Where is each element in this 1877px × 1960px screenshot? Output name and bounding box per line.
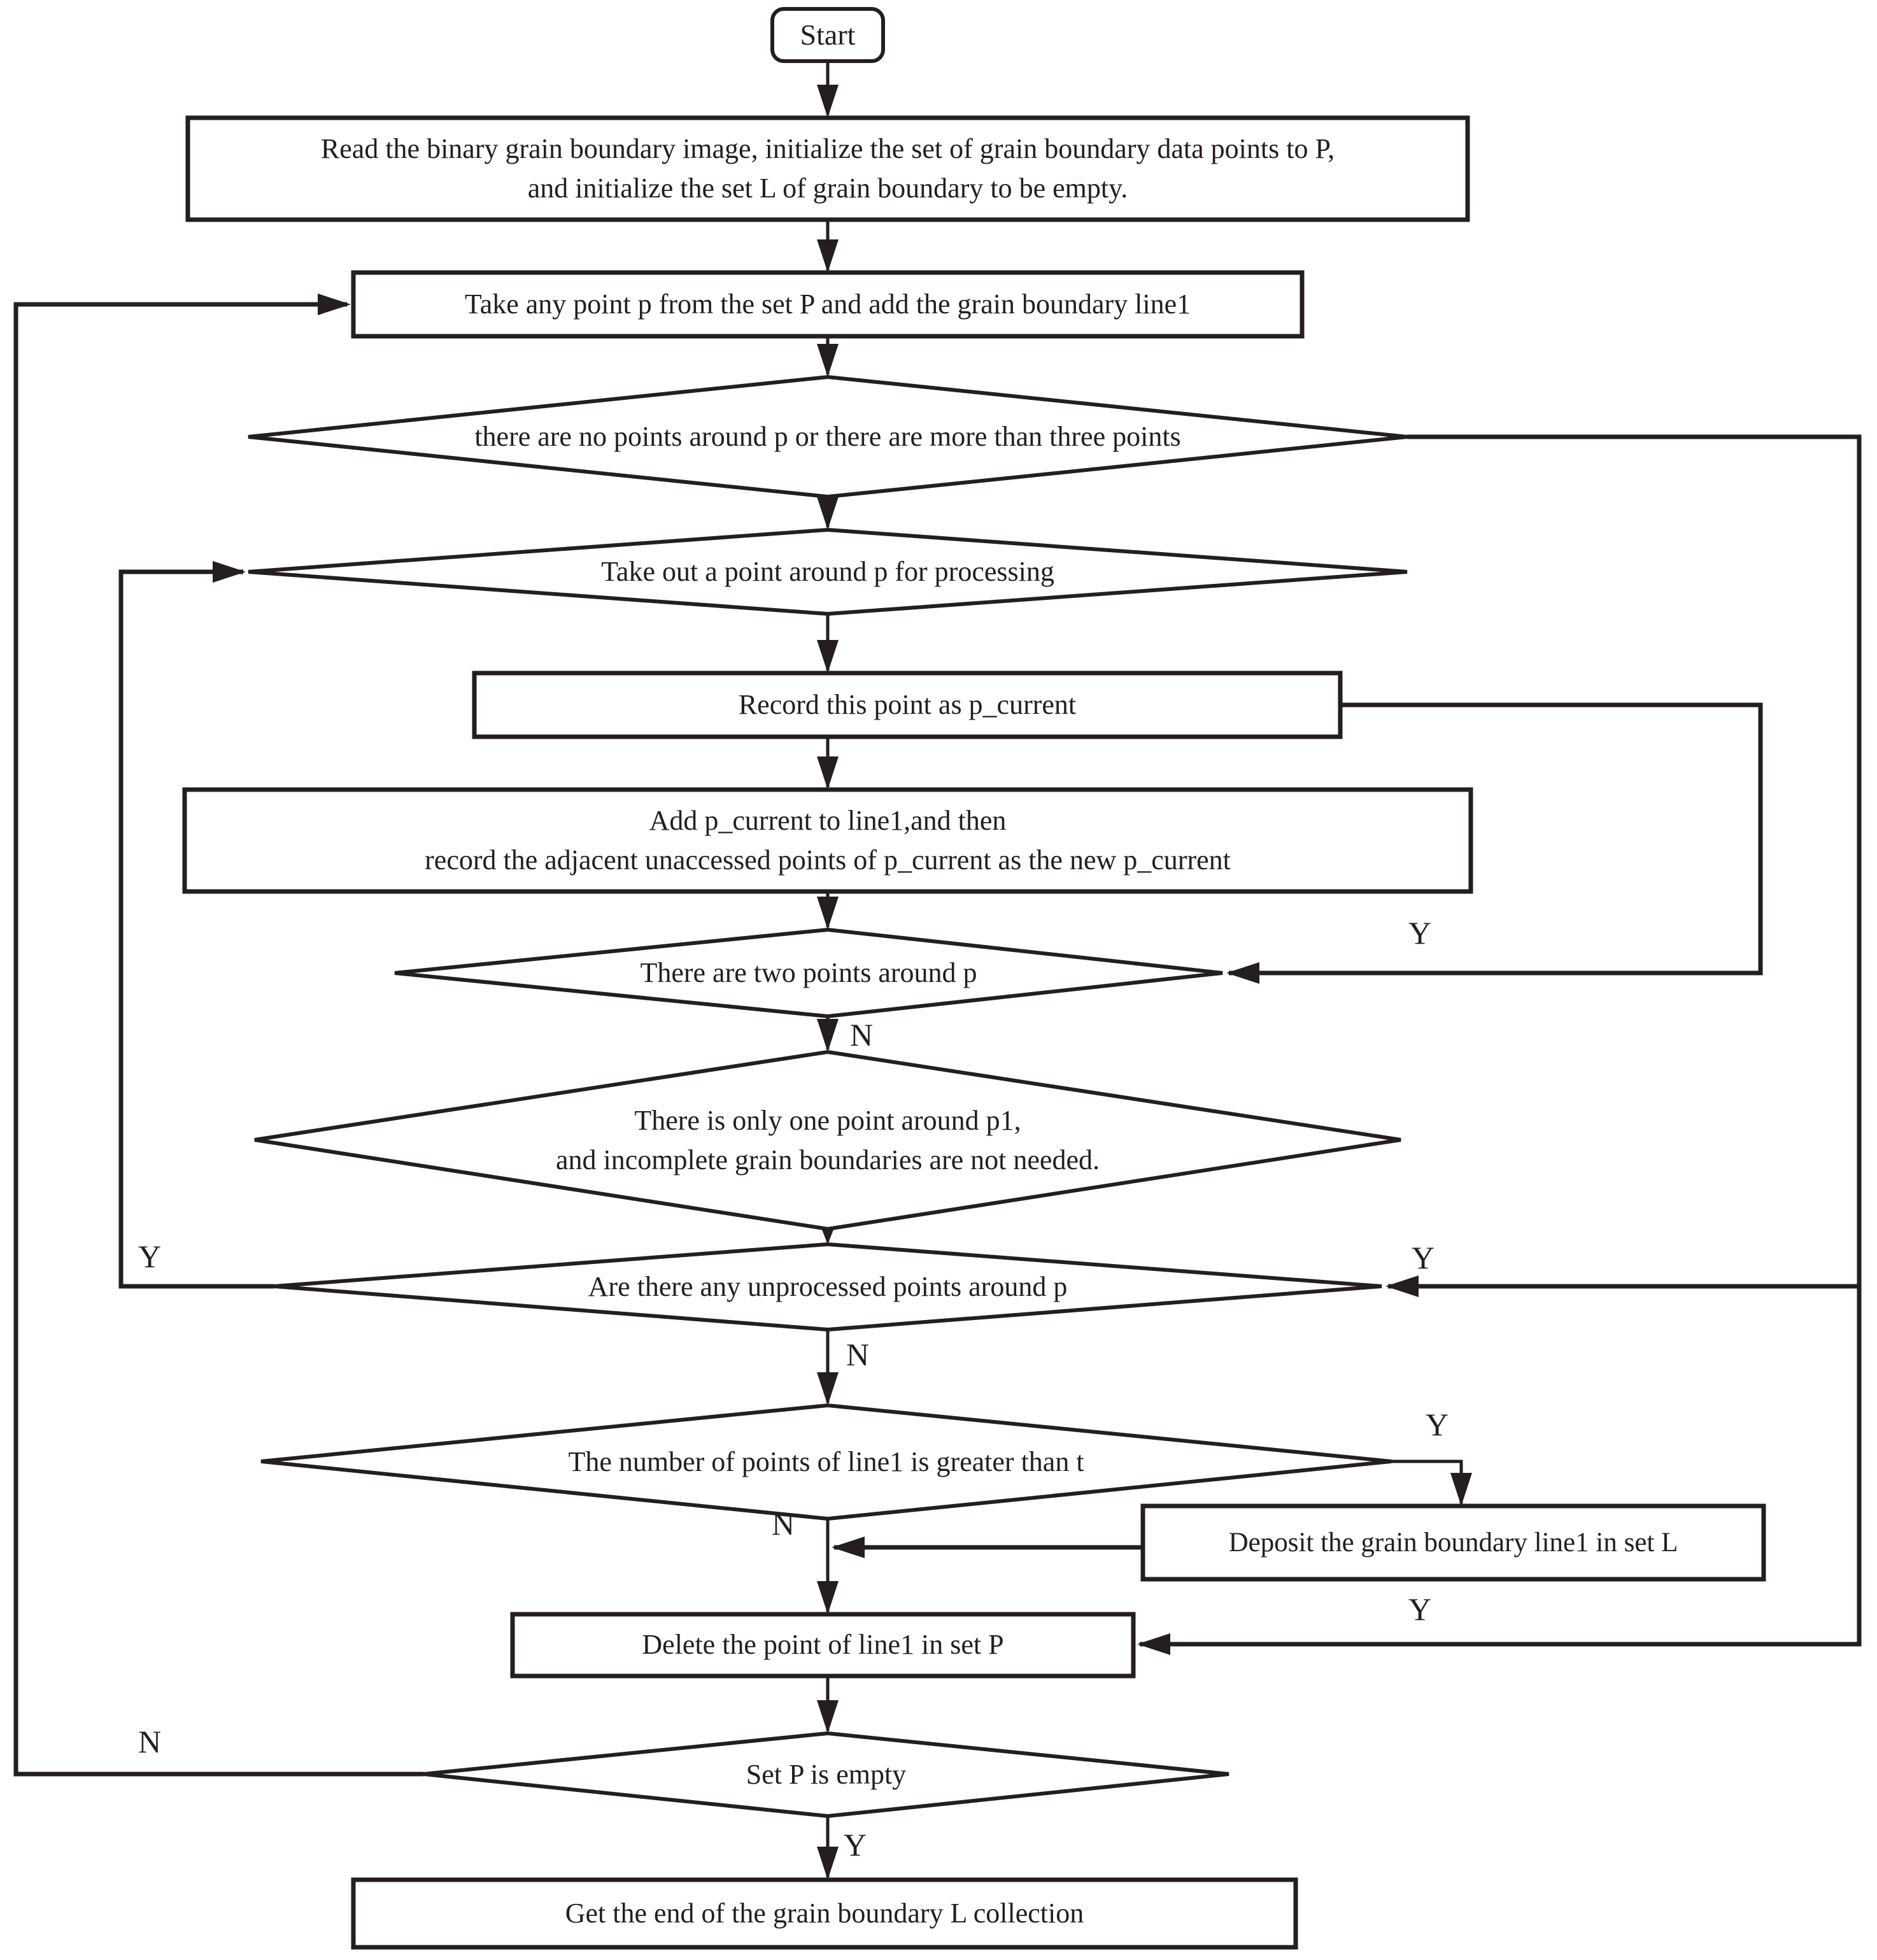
unprocessed-diamond-label	[274, 1244, 1382, 1330]
delete-box-label	[513, 1614, 1133, 1676]
deposit-box-label	[1143, 1506, 1764, 1579]
edge-label-unprocessed-left-y: Y	[138, 1239, 162, 1274]
edge-label-two-points-n: N	[849, 1017, 874, 1053]
arrowhead-down-icon	[817, 640, 839, 673]
one-point-line2: and incomplete grain boundaries are not needed.	[555, 1144, 1100, 1175]
two-points-diamond-label	[395, 930, 1222, 1016]
arrowhead-left-icon	[832, 1537, 865, 1558]
connector-unprocessed-loop-to-take-out	[121, 561, 274, 1286]
record-point-text: Record this point as p_current	[738, 688, 1077, 720]
one-point-line1: There is only one point around p1,	[634, 1104, 1021, 1136]
arrowhead-down-icon	[817, 85, 839, 118]
record-point-box-label	[474, 673, 1340, 737]
set-empty-diamond-label	[423, 1733, 1229, 1816]
read-init-box-label	[188, 118, 1468, 220]
arrowhead-left-icon	[1385, 1275, 1419, 1297]
count-greater-diamond-label	[261, 1405, 1391, 1519]
connector-set-empty-loop-to-take-any	[16, 294, 423, 1774]
edge-label-count-greater-y: Y	[1425, 1407, 1449, 1442]
connector-take-out-to-record	[817, 614, 839, 673]
end-box-label	[353, 1880, 1296, 1947]
set-empty-text: Set P is empty	[746, 1758, 907, 1790]
one-point-diamond-label	[255, 1052, 1401, 1229]
two-points-text: There are two points around p	[640, 956, 977, 988]
arrowhead-right-icon	[318, 294, 351, 315]
connector-deposit-to-axis	[832, 1537, 1143, 1558]
connector-no-points-to-take-out	[817, 497, 839, 530]
arrowhead-right-icon	[213, 561, 246, 583]
take-out-diamond-label	[248, 530, 1407, 614]
take-out-text: Take out a point around p for processing	[601, 555, 1054, 587]
connector-start-to-read	[817, 61, 839, 118]
connector-two-points-n-to-one-point	[817, 1016, 839, 1052]
connector-delete-to-set-empty	[817, 1676, 839, 1733]
end-text: Get the end of the grain boundary L collection	[565, 1897, 1084, 1929]
arrowhead-down-icon	[817, 1019, 839, 1052]
connector-record-to-add	[817, 737, 839, 790]
edge-label-count-greater-n: N	[771, 1506, 795, 1542]
no-points-diamond-label	[248, 377, 1407, 497]
arrowhead-down-icon	[817, 239, 839, 273]
take-any-point-box-label	[353, 273, 1302, 336]
connector-add-to-two-points	[817, 891, 839, 930]
edge-label-unprocessed-right-y: Y	[1411, 1240, 1435, 1275]
no-points-text: there are no points around p or there are more than three points	[474, 420, 1181, 452]
arrowhead-down-icon	[1450, 1473, 1472, 1506]
connector-read-to-take-any	[817, 220, 839, 273]
unprocessed-text: Are there any unprocessed points around p	[588, 1270, 1068, 1302]
arrowhead-down-icon	[817, 1372, 839, 1405]
deposit-text: Deposit the grain boundary line1 in set L	[1228, 1527, 1678, 1558]
start-node-label	[772, 9, 883, 61]
connector-take-any-to-no-points	[817, 336, 839, 377]
arrowhead-left-icon	[1137, 1633, 1170, 1655]
arrowhead-left-icon	[1226, 962, 1259, 984]
arrowhead-down-icon	[817, 497, 839, 530]
arrowhead-down-icon	[817, 897, 839, 930]
edge-label-unprocessed-n: N	[846, 1337, 870, 1372]
connector-count-y-to-deposit	[1391, 1461, 1472, 1506]
arrowhead-down-icon	[817, 756, 839, 790]
add-pcurrent-line2: record the adjacent unaccessed points of p_current as the new p_current	[425, 844, 1231, 876]
connector-count-n-to-delete	[817, 1519, 839, 1614]
edge-label-set-empty-n: N	[138, 1724, 162, 1759]
read-init-line2: and initialize the set L of grain boundary to be empty.	[527, 173, 1128, 204]
edge-label-set-empty-y: Y	[843, 1827, 867, 1863]
read-init-line1: Read the binary grain boundary image, initialize the set of grain boundary data points to P,	[320, 132, 1335, 164]
delete-text: Delete the point of line1 in set P	[642, 1629, 1004, 1661]
arrowhead-down-icon	[817, 1700, 839, 1733]
edge-label-record-loop-y: Y	[1408, 915, 1432, 951]
count-greater-text: The number of points of line1 is greater than t	[568, 1445, 1084, 1477]
take-any-point-text: Take any point p from the set P and add the grain boundary line1	[464, 288, 1191, 320]
start-label-text: Start	[800, 18, 856, 52]
add-pcurrent-line1: Add p_current to line1,and then	[649, 804, 1007, 836]
arrowhead-down-icon	[817, 1581, 839, 1614]
edge-label-delete-right-y: Y	[1408, 1591, 1432, 1627]
add-pcurrent-box-label	[185, 790, 1471, 891]
arrowhead-down-icon	[817, 344, 839, 377]
